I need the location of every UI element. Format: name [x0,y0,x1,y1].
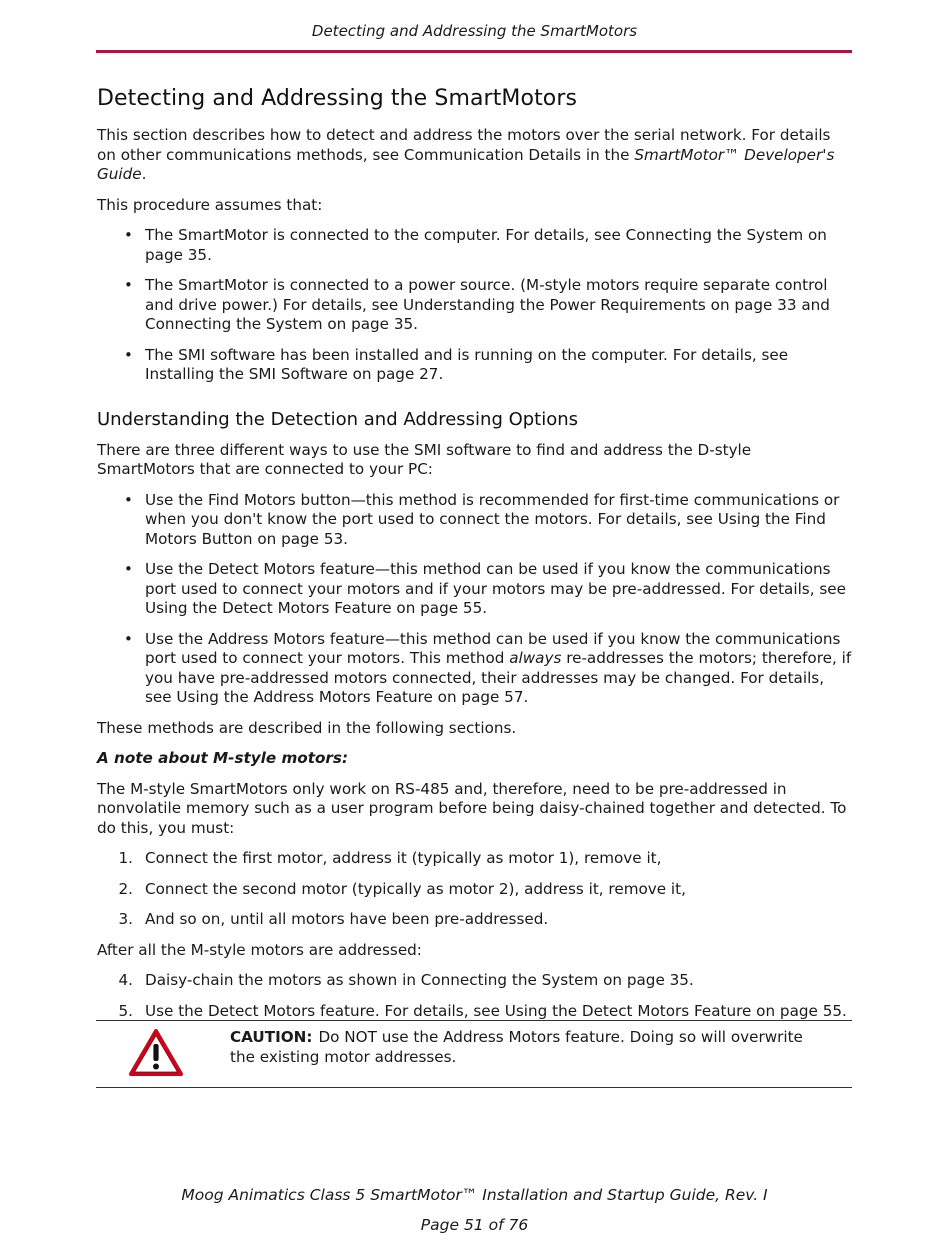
step-item [97,910,853,930]
list-item: • The SmartMotor is connected to a power source. (M-style motors require separate control and drive power.) For details, see Understanding the Power Requirements on page 33 and Connecting the System on page 35. [97,276,853,335]
assumes-text: This procedure assumes that: [97,195,323,214]
subsection-title: Understanding the Detection and Addressing Options [97,408,579,430]
footer-title: Moog Animatics Class 5 SmartMotor™ Installation and Startup Guide, Rev. I [181,1186,768,1204]
step-number: 4. [118,971,133,989]
page-number: Page 51 of 76 [420,1216,529,1234]
step-item [97,1002,853,1022]
step-number: 3. [118,910,133,928]
page-content [97,84,853,1032]
after-text: After all the M-style motors are addressed: [97,940,422,959]
step-text: Daisy-chain the motors as shown in Connecting the System on page 35. [145,971,694,989]
note-body: The M-style SmartMotors only work on RS-485 and, therefore, need to be pre-addressed in nonvolatile memory such as a user program before being daisy-chained together and detected. To do this, you must: [97,779,847,837]
emphasis-always: always [509,649,562,667]
methods-note: These methods are described in the following sections. [97,718,517,737]
step-number: 5. [118,1001,133,1020]
caution-text [230,1028,830,1067]
options-list [97,491,853,708]
developers-guide-ref: SmartMotor™ Developer's Guide [97,145,835,183]
steps-list-b [97,971,853,1021]
step-number: 2. [118,879,133,898]
list-item: • Use the Find Motors button—this method is recommended for first-time communications or when you don't know the port used to connect the motors. For details, see Using the Find Motors Button on page 53. [97,491,853,550]
step-number: 1. [118,849,133,867]
list-item: • The SmartMotor is connected to the computer. For details, see Connecting the System on page 35. [97,226,853,265]
step-item [97,971,853,991]
running-header: Detecting and Addressing the SmartMotors [311,22,638,40]
header-rule [96,50,852,53]
subsection-intro: There are three different ways to use the SMI software to find and address the D-style SmartMotors that are connected to your PC: [97,440,752,478]
list-item [97,630,853,708]
step-item [97,880,853,900]
step-item [97,849,853,869]
list-item: • Use the Detect Motors feature—this method can be used if you know the communications port used to connect your motors and if your motors may be pre-addressed. For details, see Using the Detect Motors Feature on page 55. [97,560,853,619]
caution-box [96,1020,852,1088]
bullet-text-end: re-addresses the motors; therefore, if you have pre-addressed motors connected, their addresses may be changed. For details, see Using the Address Motors Feature on page 57. [145,649,852,706]
step-text: Connect the first motor, address it (typically as motor 1), remove it, [145,849,662,867]
assumptions-list [97,226,853,385]
warning-triangle-icon [128,1028,184,1078]
step-text: Use the Detect Motors feature. For details, see Using the Detect Motors Feature on page 55. [145,1001,847,1020]
section-intro [97,126,853,185]
caution-message: Do NOT use the Address Motors feature. Doing so will overwrite the existing motor addresses. [230,1028,803,1066]
list-item: • The SMI software has been installed and is running on the computer. For details, see Installing the SMI Software on page 27. [97,346,853,385]
steps-list-a [97,849,853,930]
caution-label: CAUTION: [230,1028,313,1046]
note-title: A note about M-style motors: [97,749,349,767]
intro-text: This section describes how to detect and address the motors over the serial network. For details on other communications methods, see Communication Details in the [97,126,831,164]
bullet-text: Use the Address Motors feature—this method can be used if you know the communications port used to connect your motors. This method [145,629,841,667]
section-title: Detecting and Addressing the SmartMotors [97,86,578,111]
intro-end: . [141,165,147,183]
step-text: And so on, until all motors have been pre-addressed. [145,910,549,928]
step-text: Connect the second motor (typically as motor 2), address it, remove it, [145,879,686,898]
